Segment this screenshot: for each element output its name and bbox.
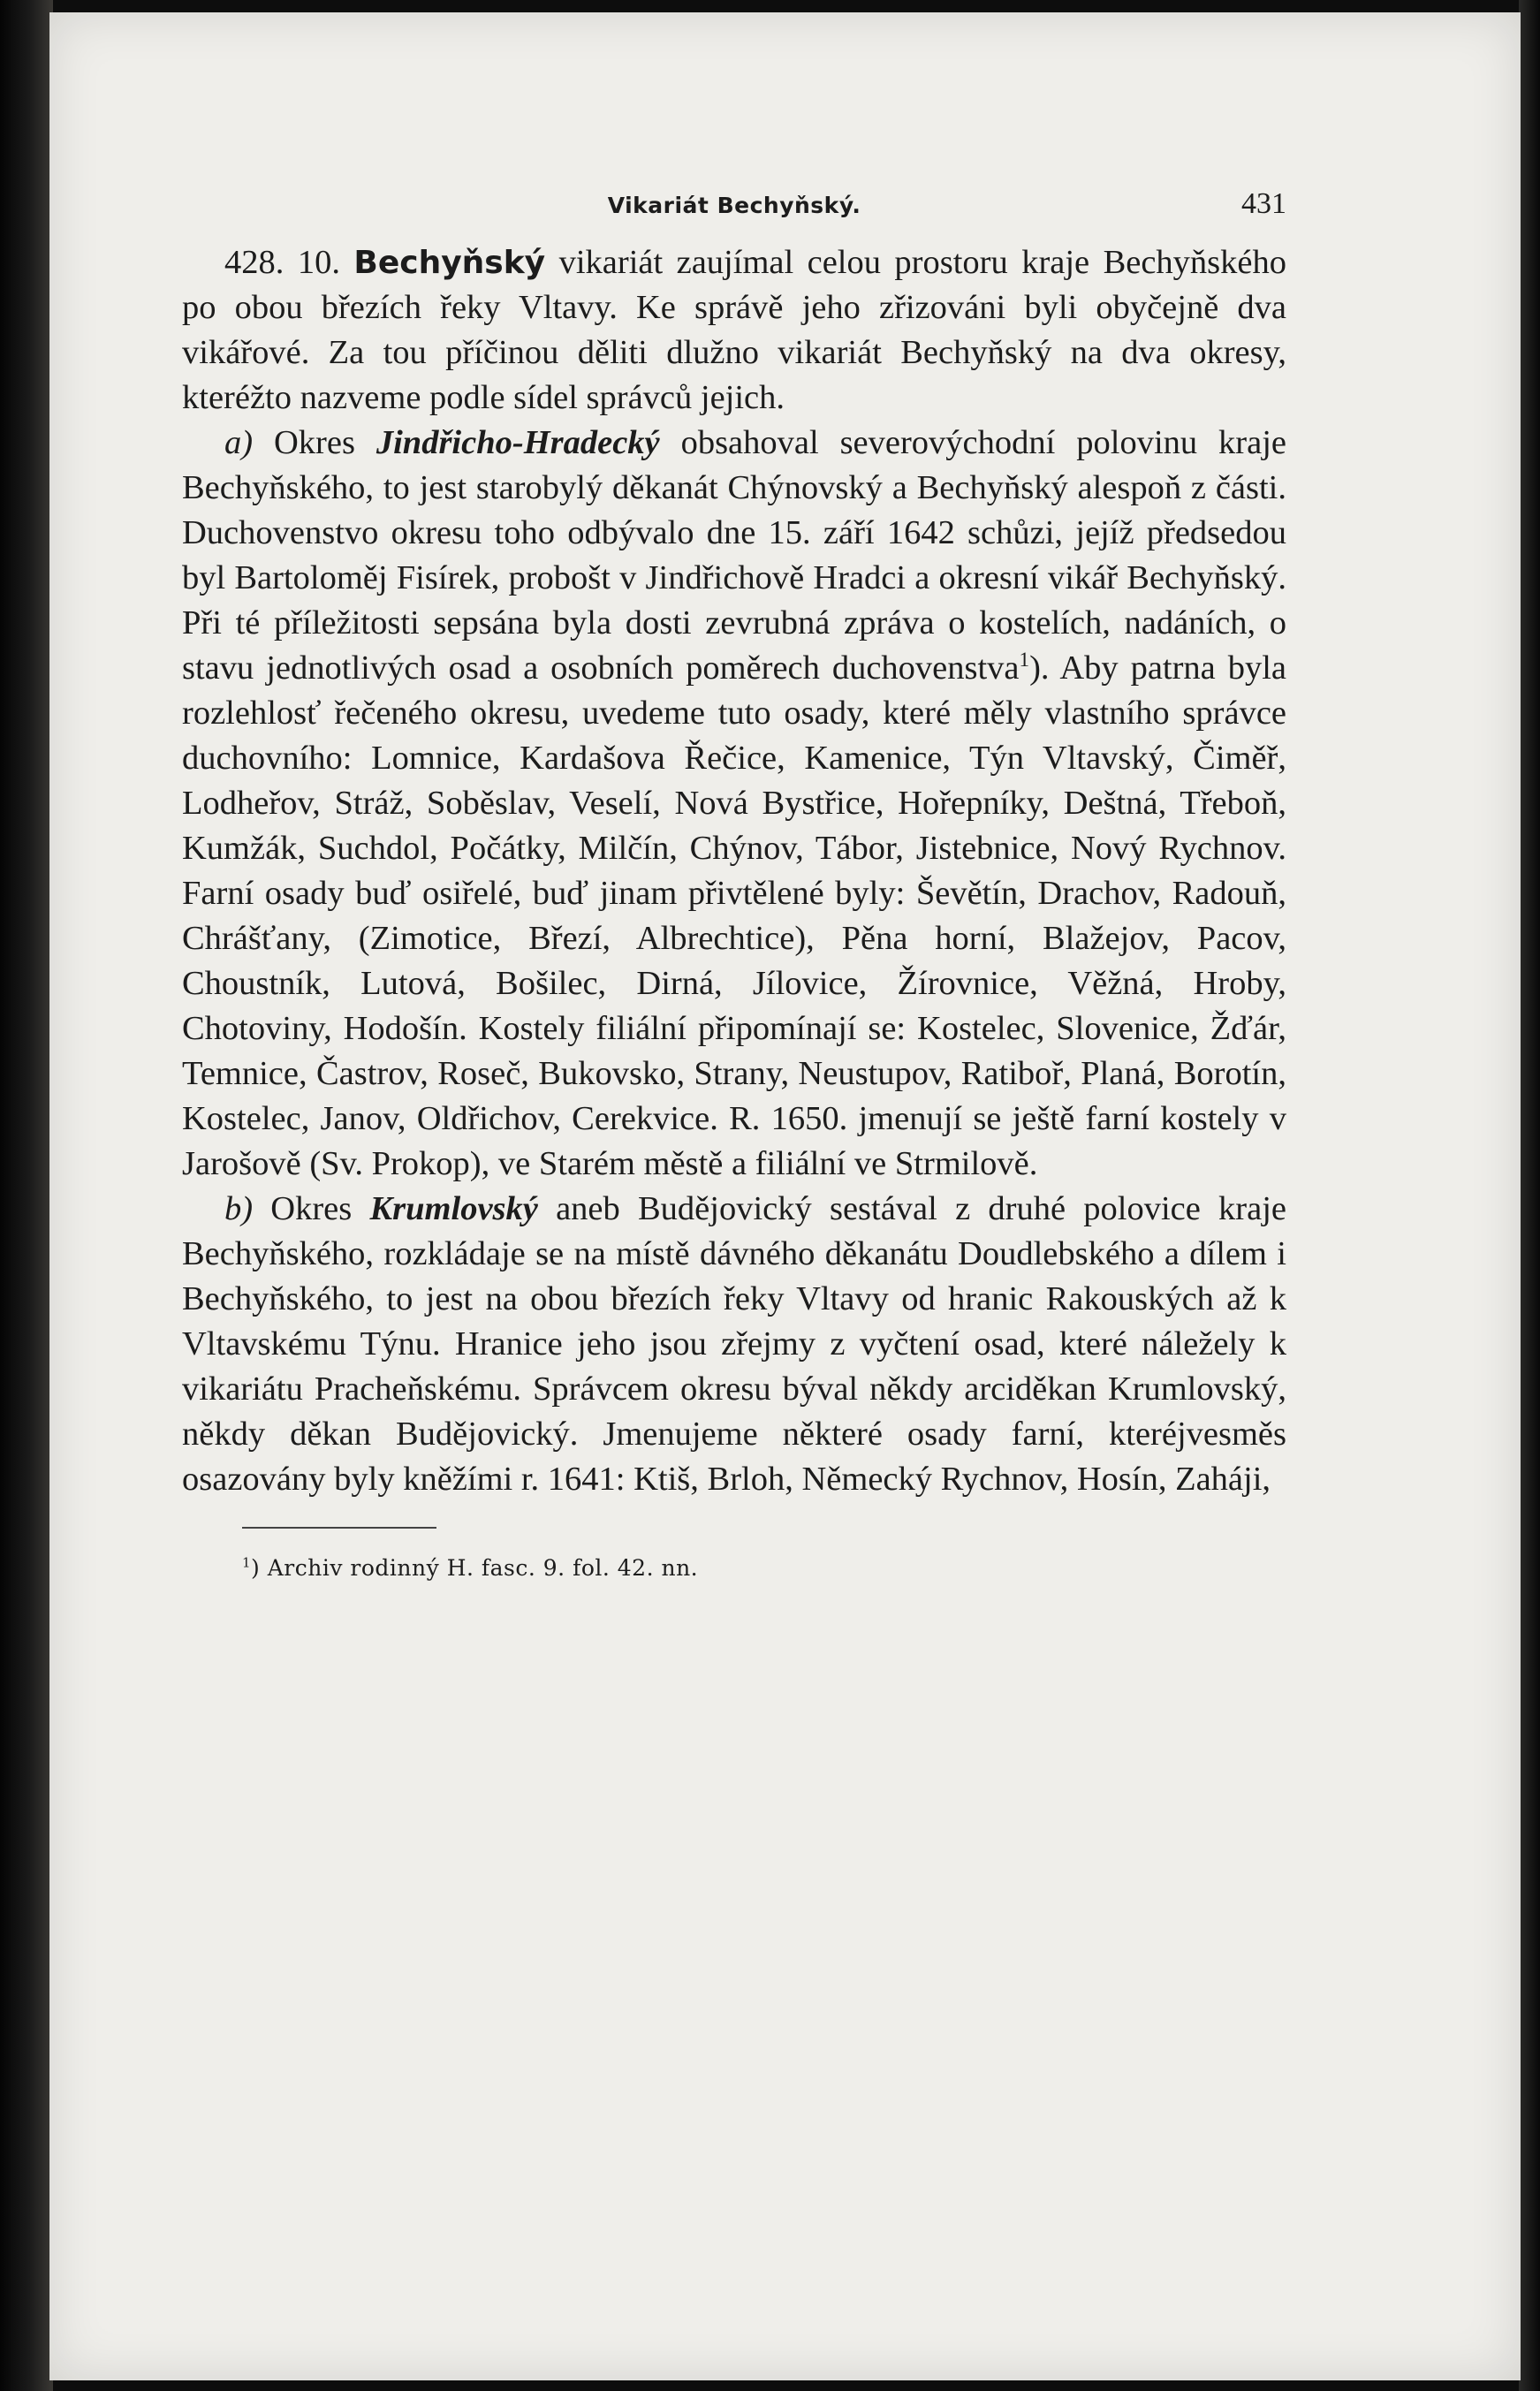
paragraph-intro xyxy=(182,240,1286,421)
footnote-marker: 1 xyxy=(242,1554,252,1571)
running-title: Vikariát Bechyňský. xyxy=(607,193,861,218)
page-number: 431 xyxy=(1241,187,1286,220)
okres-a-text-before-note: obsahoval severovýchodní polovinu kraje Bechyňského, to jest starobylý děkanát Chýnovský a Bechyňský alespoň z části. Duchovenstvo okresu toho odbývalo dne 15. září 1642 schůzi, jejíž předsedou byl Bartoloměj Fisírek, probošt v Jindřichově Hradci a okresní vikář Bechyňský. Při té příležitosti sepsána byla dosti zevrubná zpráva o kostelích, nadáních, o stavu jednotlivých osad a osobních poměrech duchovenstva xyxy=(182,424,1286,687)
okres-name-krumlovsky: Krumlovský xyxy=(369,1190,538,1227)
okres-a-prefix: Okres xyxy=(253,424,376,461)
paragraph-okres-a xyxy=(182,421,1286,1187)
running-header xyxy=(182,180,1286,233)
item-letter-b: b) xyxy=(224,1190,254,1227)
page-content xyxy=(182,180,1286,1583)
book-page xyxy=(49,12,1521,2380)
footnote-text: ) Archiv rodinný H. fasc. 9. fol. 42. nn. xyxy=(251,1555,699,1581)
body-text xyxy=(182,240,1286,1502)
okres-a-text-after-note: ). Aby patrna byla rozlehlosť řečeného okresu, uvedeme tuto osady, které měly vlastního správce duchovního: Lomnice, Kardašova Řečice, Kamenice, Týn Vltavský, Čiměř, Lodheřov, Stráž, Soběslav, Veselí, Nová Bystřice, Hořepníky, Deštná, Třeboň, Kumžák, Suchdol, Počátky, Milčín, Chýnov, Tábor, Jistebnice, Nový Rychnov. Farní osady buď osiřelé, buď jinam přivtělené byly: Ševětín, Drachov, Radouň, Chrášťany, (Zimotice, Březí, Albrechtice), Pěna horní, Blažejov, Pacov, Choustník, Lutová, Bošilec, Dirná, Jílovice, Žírovnice, Věžná, Hroby, Chotoviny, Hodošín. Kostely filiální připomínají se: Kostelec, Slovenice, Žďár, Temnice, Častrov, Roseč, Bukovsko, Strany, Neustupov, Ratiboř, Planá, Borotín, Kostelec, Janov, Oldřichov, Cerekvice. R. 1650. jmenují se ještě farní kostely v Jarošově (Sv. Prokop), ve Starém městě a filiální ve Strmilově. xyxy=(182,649,1286,1182)
paragraph-intro-text: vikariát zaujímal celou prostoru kraje Bechyňského po obou březích řeky Vltavy. Ke správě jeho zřizováni byli obyčejně dva vikářové. Za tou příčinou děliti dlužno vikariát Bechyňský na dva okresy, kteréžto nazveme podle sídel správců jejich. xyxy=(182,244,1287,416)
okres-name-jindrichohradecky: Jindřicho-Hradecký xyxy=(376,424,660,461)
item-letter-a: a) xyxy=(224,424,254,461)
paragraph-number: 428. 10. xyxy=(224,244,354,281)
scan-right-edge xyxy=(1519,0,1540,2391)
okres-b-prefix: Okres xyxy=(253,1190,370,1227)
footnote-rule xyxy=(242,1527,436,1529)
okres-b-text: aneb Budějovický sestával z druhé polovice kraje Bechyňského, rozkládaje se na místě dávného děkanátu Doudlebského a dílem i Bechyňského, to jest na obou březích řeky Vltavy od hranic Rakouských až k Vltavskému Týnu. Hranice jeho jsou zřejmy z vyčtení osad, které náležely k vikariátu Pracheňskému. Správcem okresu býval někdy arciděkan Krumlovský, někdy děkan Budějovický. Jmenujeme některé osady farní, kteréjvesměs osazovány byly kněžími r. 1641: Ktiš, Brloh, Německý Rychnov, Hosín, Zaháji, xyxy=(182,1190,1287,1498)
vikariat-name: Bechyňský xyxy=(353,245,546,281)
footnote-reference: 1 xyxy=(1019,648,1030,672)
scan-left-edge xyxy=(0,0,53,2391)
paragraph-okres-b xyxy=(182,1187,1286,1502)
footnote xyxy=(242,1553,1286,1583)
